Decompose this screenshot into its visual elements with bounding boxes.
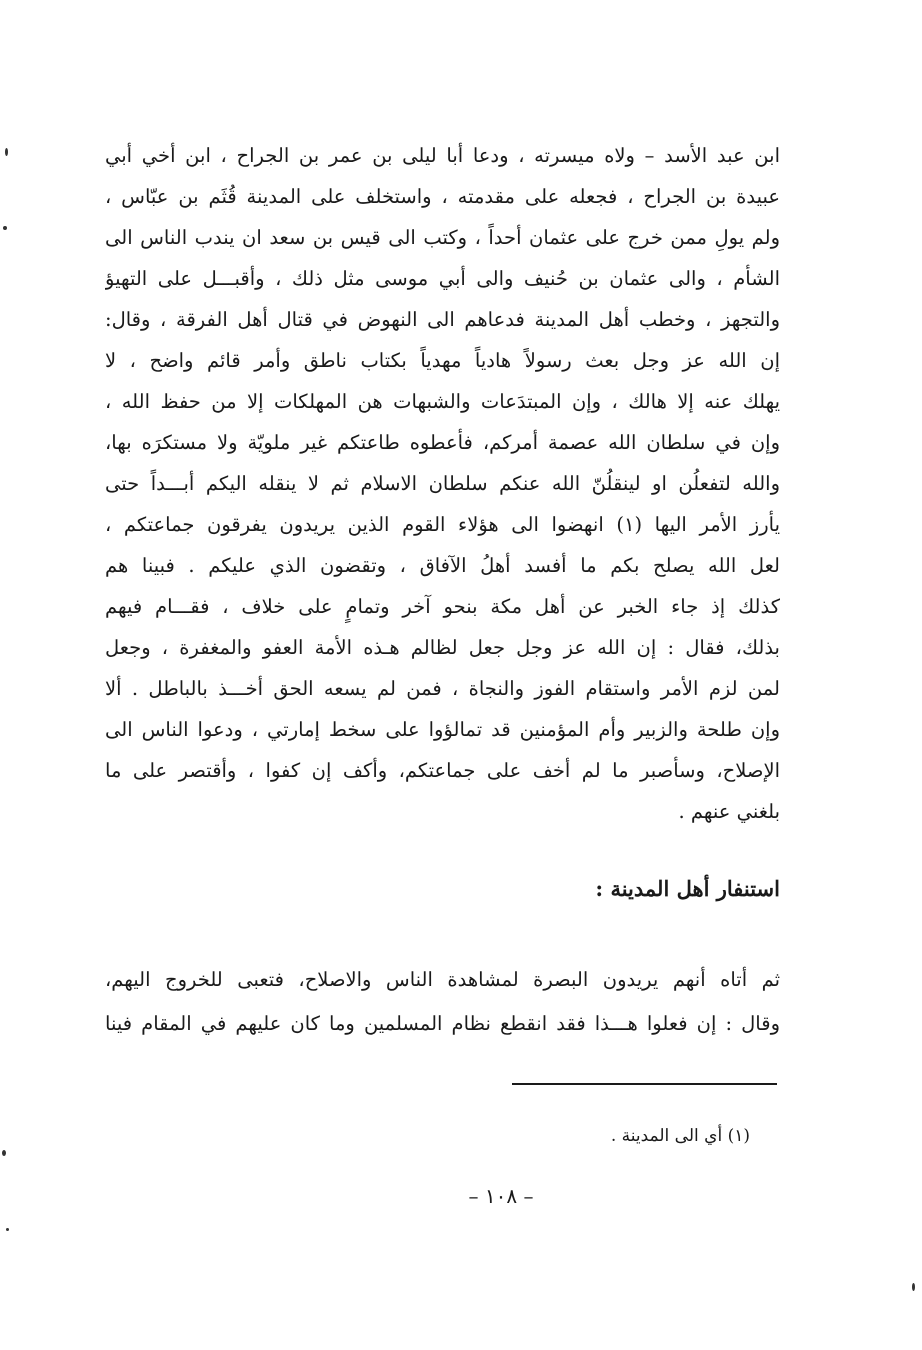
page-number: – ١٠٨ –: [468, 1184, 534, 1208]
text-line: الإصلاح، وسأصبر ما لم أخف على جماعتكم، وأكف إن كفوا ، وأقتصر على ما: [105, 759, 780, 782]
text-line: والتجهز ، وخطب أهل المدينة فدعاهم الى النهوض في قتال أهل الفرقة ، وقال:: [105, 308, 780, 331]
text-line: يهلك عنه إلا هالك ، وإن المبتدَعات والشبهات هن المهلكات إلا من حفظ الله ،: [105, 390, 780, 413]
footnote-separator: [512, 1083, 777, 1085]
scan-speck: [6, 1228, 9, 1231]
text-line: والله لتفعلُن او لينقلُنّ الله عنكم سلطان الاسلام ثم لا ينقله اليكم أبـــداً حتى: [105, 472, 780, 495]
scan-speck: [2, 1150, 6, 1156]
text-line: ثم أتاه أنهم يريدون البصرة لمشاهدة الناس والاصلاح، فتعبى للخروج اليهم،: [105, 968, 780, 991]
text-line-last: بلغني عنهم .: [678, 800, 780, 823]
text-line: ولم يولِ ممن خرج على عثمان أحداً ، وكتب الى قيس بن سعد ان يندب الناس الى: [105, 226, 780, 249]
text-line: وقال : إن فعلوا هـــذا فقد انقطع نظام المسلمين وما كان عليهم في المقام فينا: [105, 1012, 780, 1035]
page-number-row: [0, 1184, 922, 1208]
scan-speck: [3, 226, 7, 230]
text-line: الشأم ، والى عثمان بن حُنيف والى أبي موسى مثل ذلك ، وأقبـــل على التهيؤ: [105, 267, 780, 290]
section-heading: استنفار أهل المدينة :: [595, 876, 780, 901]
text-line: لمن لزم الأمر واستقام الفوز والنجاة ، فمن لم يسعه الحق أخـــذ بالباطل . ألا: [105, 677, 780, 700]
body-paragraph: [105, 135, 780, 832]
text-line: لعل الله يصلح بكم ما أفسد أهلُ الآفاق ، وتقضون الذي عليكم . فبينا هم: [105, 554, 780, 577]
text-line: إن الله عز وجل بعث رسولاً هادياً مهدياً بكتاب ناطق وأمر قائم واضح ، لا: [105, 349, 780, 372]
text-line: كذلك إذ جاء الخبر عن أهل مكة بنحو آخر وتمامٍ على خلاف ، فقـــام فيهم: [105, 595, 780, 618]
text-line: يأرز الأمر اليها (١) انهضوا الى هؤلاء القوم الذين يريدون يفرقون جماعتكم ،: [105, 513, 780, 536]
second-paragraph: [105, 958, 780, 1046]
text-line: وإن في سلطان الله عصمة أمركم، فأعطوه طاعتكم غير ملويّة ولا مستكرَه بها،: [105, 431, 780, 454]
scan-speck: [5, 148, 8, 156]
footnote: (١) أي الى المدينة .: [610, 1126, 750, 1146]
text-line: ابن عبد الأسد – ولاه ميسرته ، ودعا أبا ليلى بن عمر بن الجراح ، ابن أخي أبي: [105, 144, 780, 167]
text-line: وإن طلحة والزبير وأم المؤمنين قد تمالؤوا على سخط إمارتي ، ودعوا الناس الى: [105, 718, 780, 741]
scan-speck: [912, 1283, 915, 1291]
text-line: بذلك، فقال : إن الله عز وجل جعل لظالم هـذه الأمة العفو والمغفرة ، وجعل: [105, 636, 780, 659]
text-line: عبيدة بن الجراح ، فجعله على مقدمته ، واستخلف على المدينة قُثَم بن عبّاس ،: [105, 185, 780, 208]
